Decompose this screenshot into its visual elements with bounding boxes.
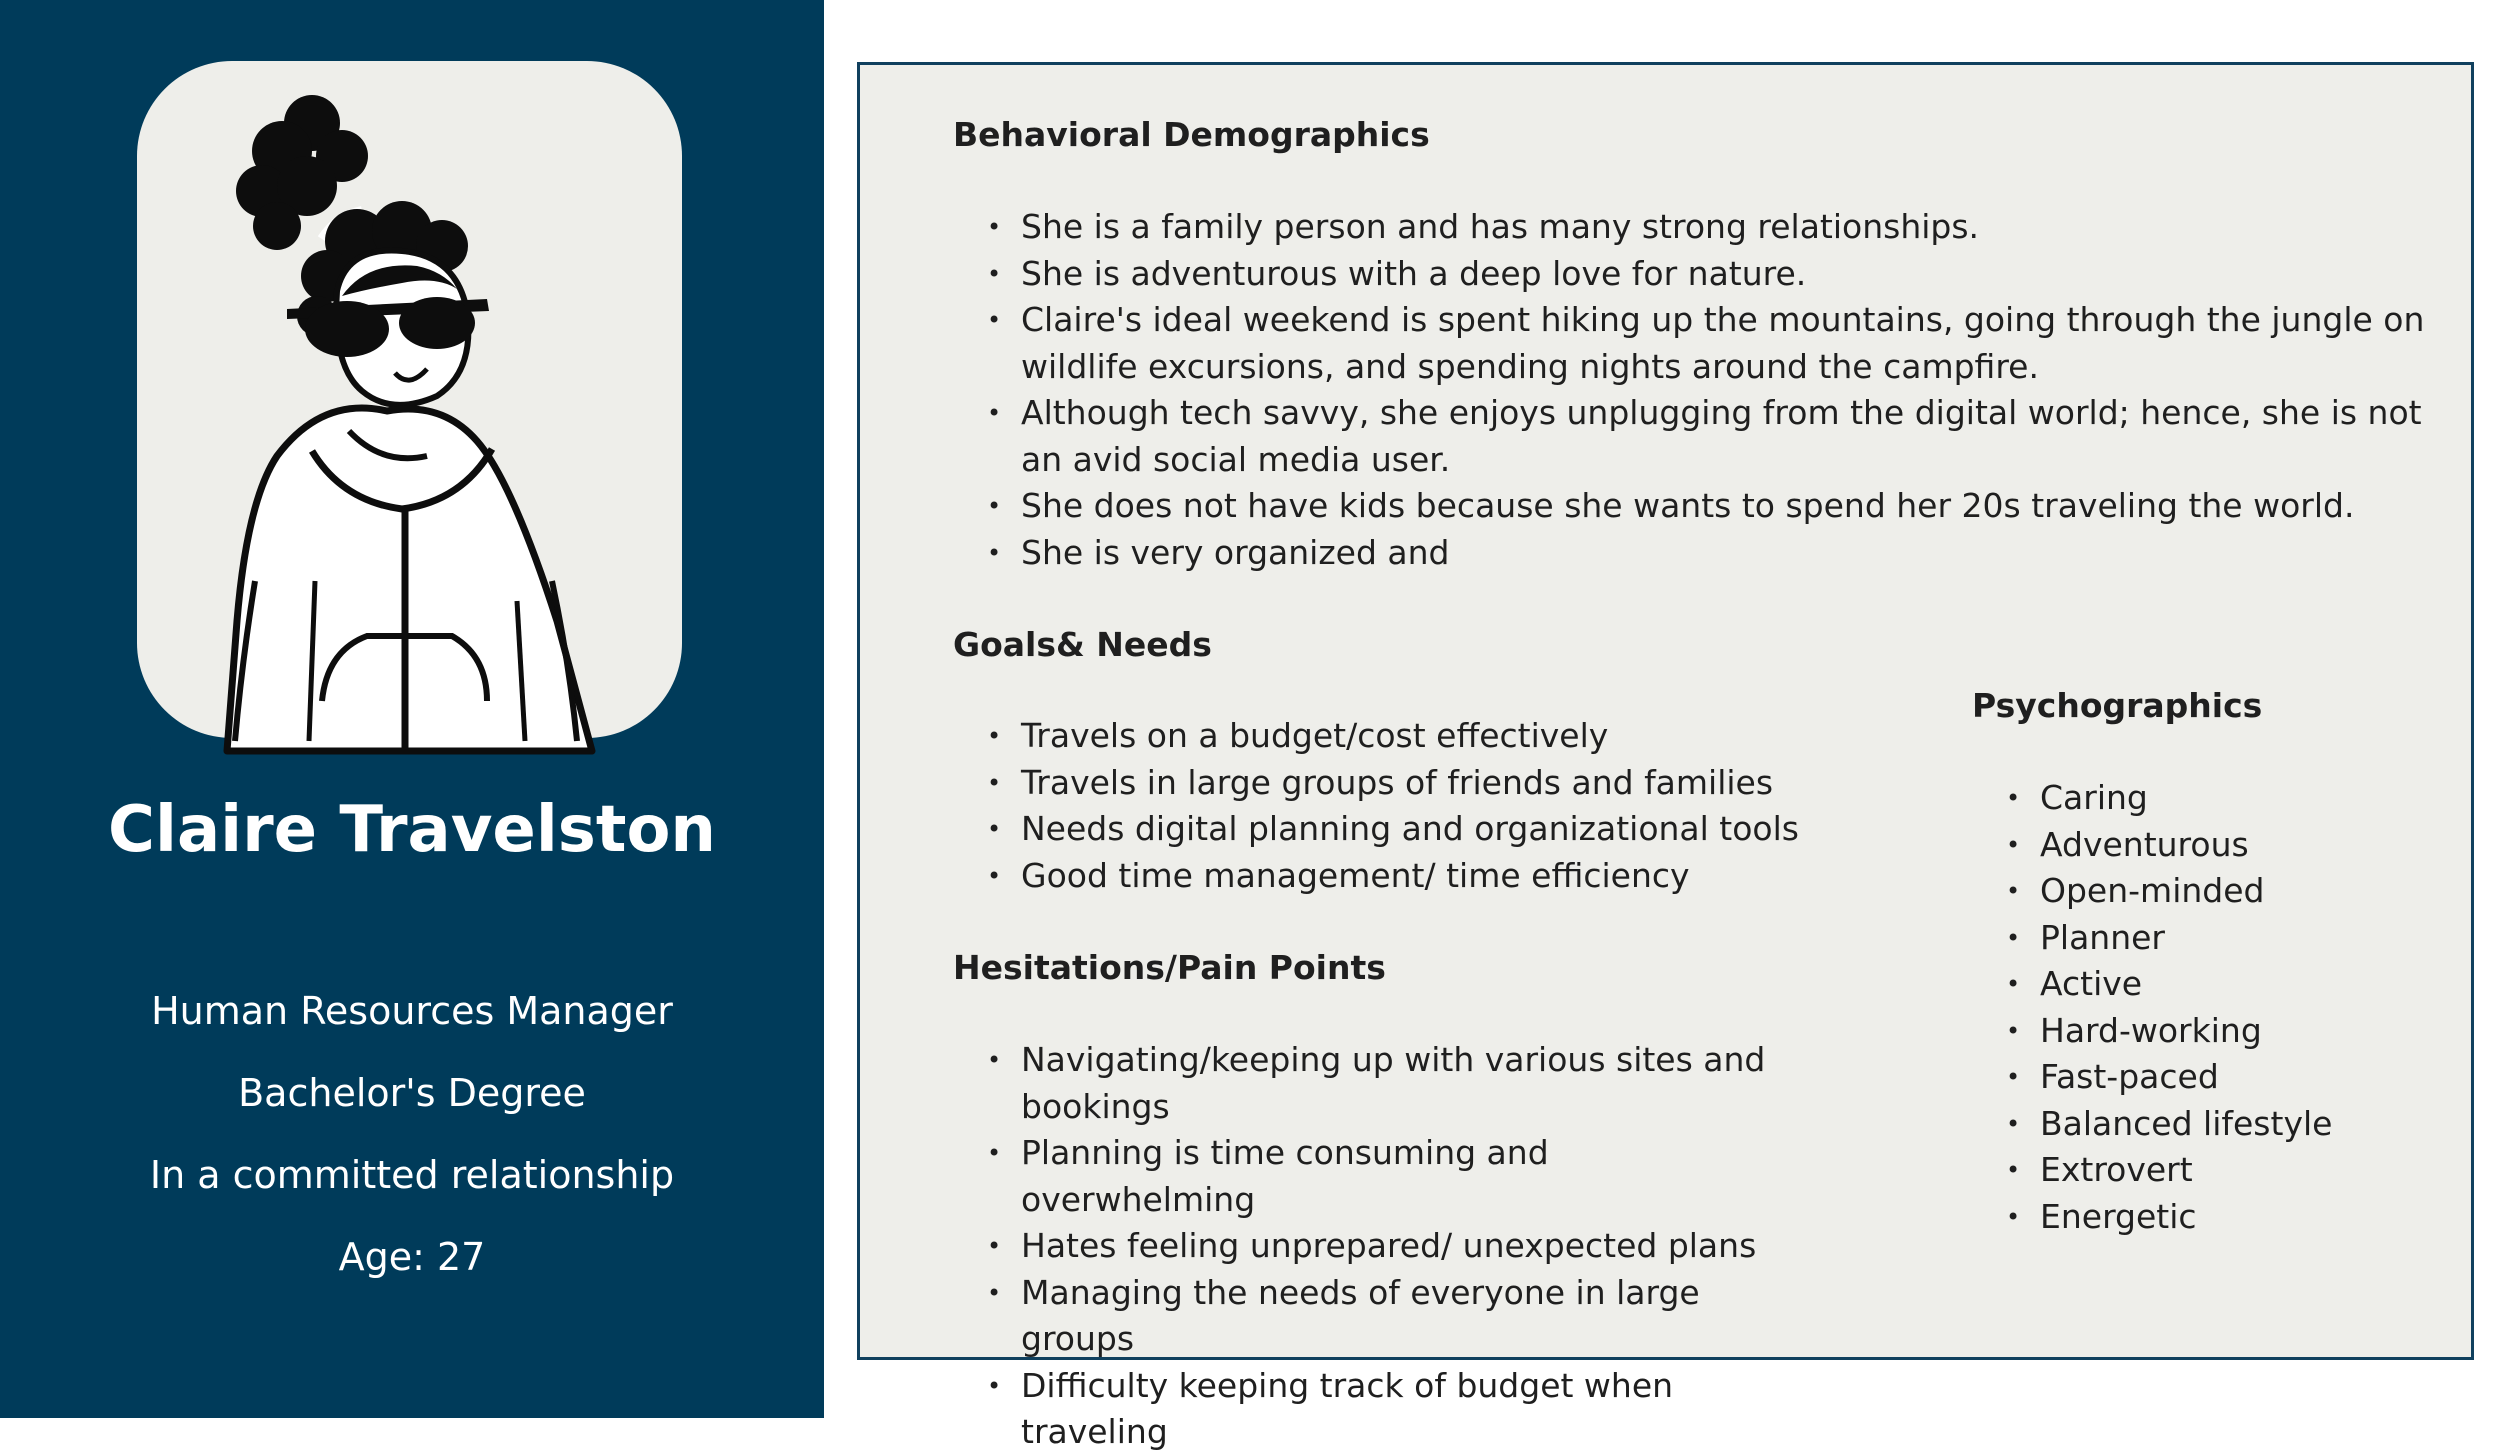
persona-facts — [0, 970, 824, 1298]
persona-illustration — [137, 61, 682, 738]
list-item: • She is a family person and has many strong relationships. — [953, 204, 2433, 251]
pain-points-title: Hesitations/Pain Points — [953, 948, 1386, 987]
list-item: • Claire's ideal weekend is spent hiking up the mountains, going through the jungle on wildlife excursions, and spending nights around the campfire. — [953, 297, 2433, 390]
list-item: • Although tech savvy, she enjoys unplugging from the digital world; hence, she is not an avid social media user. — [953, 390, 2433, 483]
list-item: • Adventurous — [1972, 822, 2412, 869]
goals-list — [953, 713, 1853, 899]
list-item: • She is very organized and — [953, 530, 2433, 577]
behavioral-title: Behavioral Demographics — [953, 115, 1430, 154]
education: Bachelor's Degree — [238, 1071, 586, 1115]
job-title: Human Resources Manager — [151, 989, 673, 1033]
psychographics-title: Psychographics — [1972, 686, 2263, 725]
age: Age: 27 — [338, 1235, 486, 1279]
persona-name: Claire Travelston — [108, 793, 716, 867]
persona-details-panel — [857, 62, 2474, 1451]
list-item: • Travels in large groups of friends and families — [953, 760, 1853, 807]
list-item: • Extrovert — [1972, 1147, 2412, 1194]
list-item: • Hard-working — [1972, 1008, 2412, 1055]
list-item: • Hates feeling unprepared/ unexpected plans — [953, 1223, 1773, 1270]
list-item: • Planning is time consuming and overwhelming — [953, 1130, 1773, 1223]
list-item: • Open-minded — [1972, 868, 2412, 915]
list-item: • She does not have kids because she wants to spend her 20s traveling the world. — [953, 483, 2433, 530]
list-item: • Planner — [1972, 915, 2412, 962]
list-item: • Needs digital planning and organizational tools — [953, 806, 1853, 853]
persona-sidebar — [0, 0, 824, 1418]
list-item: • Managing the needs of everyone in large groups — [953, 1270, 1773, 1363]
avatar — [137, 61, 682, 738]
goals-title: Goals& Needs — [953, 625, 1212, 664]
list-item: • Energetic — [1972, 1194, 2412, 1241]
relationship-status: In a committed relationship — [149, 1153, 675, 1197]
list-item: • Difficulty keeping track of budget when traveling — [953, 1363, 1773, 1456]
list-item: • Fast-paced — [1972, 1054, 2412, 1101]
pain-points-list — [953, 1037, 1773, 1456]
list-item: • Travels on a budget/cost effectively — [953, 713, 1853, 760]
list-item: • Balanced lifestyle — [1972, 1101, 2412, 1148]
list-item: • Good time management/ time efficiency — [953, 853, 1853, 900]
list-item: • Navigating/keeping up with various sites and bookings — [953, 1037, 1773, 1130]
list-item: • Caring — [1972, 775, 2412, 822]
behavioral-list — [953, 204, 2433, 576]
list-item: • She is adventurous with a deep love for nature. — [953, 251, 2433, 298]
list-item: • Active — [1972, 961, 2412, 1008]
psychographics-list — [1972, 775, 2412, 1240]
